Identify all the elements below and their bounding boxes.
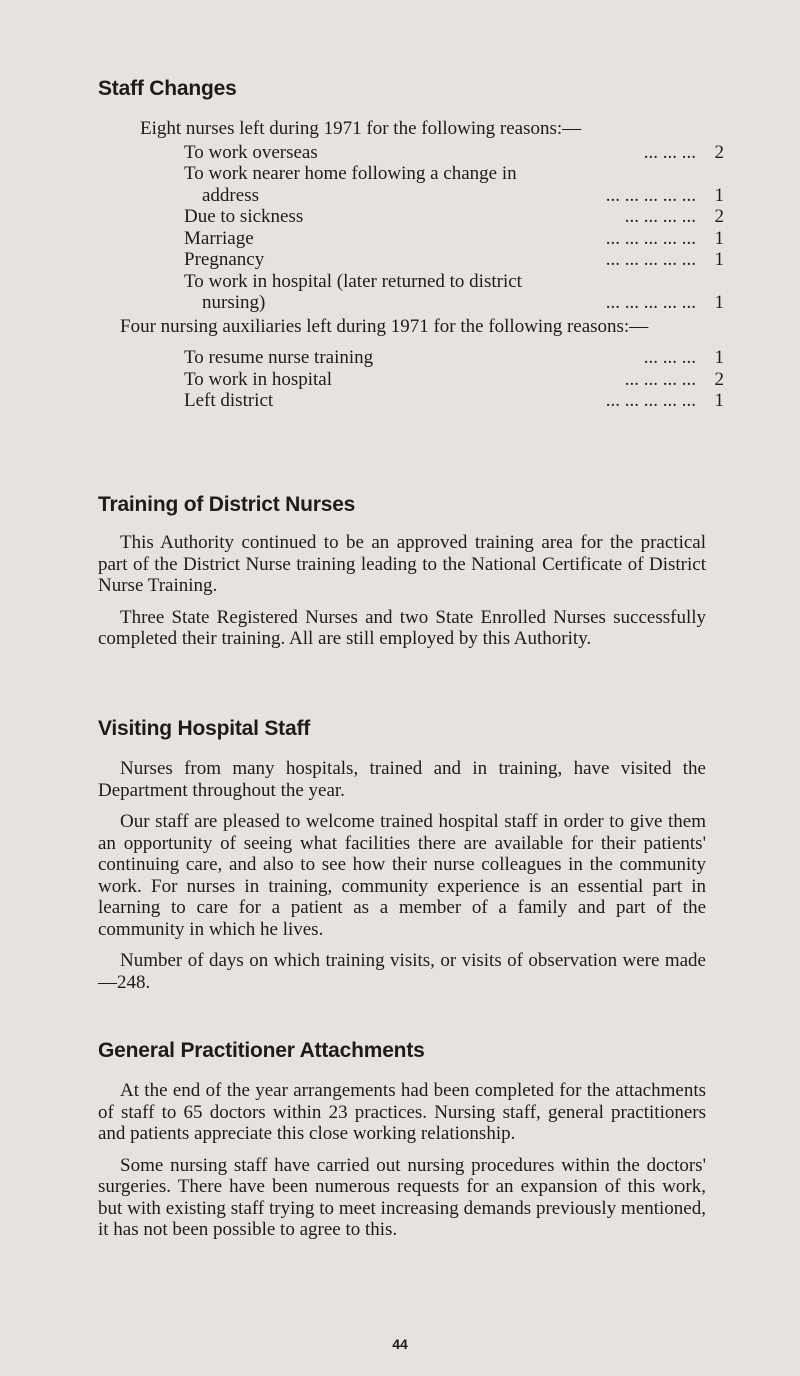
reason-leader-dots: ... ... ... ... ... bbox=[605, 184, 696, 206]
visiting-paragraph-2: Our staff are pleased to welcome trained hospital staff in order to give them an opportunity of seeing what facilities there are available for their patients' continuing care, and also to see how their nurse colleagues in the community work. For nurses in training, community experience is an essential part in learning to care for a patient as a member of a family and part of the community in which he lives. bbox=[98, 811, 706, 940]
reason-count: 2 bbox=[714, 141, 724, 163]
staff-changes-heading: Staff Changes bbox=[98, 77, 237, 100]
auxiliaries-intro: Four nursing auxiliaries left during 1971 for the following reasons:— bbox=[120, 315, 649, 337]
visiting-paragraph-1: Nurses from many hospitals, trained and in training, have visited the Department throughout the year. bbox=[98, 758, 706, 801]
auxiliaries-reasons-list bbox=[184, 347, 724, 412]
reason-row bbox=[184, 347, 724, 369]
reason-label: Pregnancy bbox=[184, 249, 265, 270]
reason-row bbox=[184, 369, 724, 391]
reason-label: Marriage bbox=[184, 227, 254, 249]
reason-label: To work in hospital (later returned to district bbox=[184, 270, 522, 292]
reason-leader-dots: ... ... ... ... bbox=[624, 206, 696, 227]
reason-row bbox=[184, 271, 724, 293]
nurses-reasons-list bbox=[184, 142, 724, 314]
nurses-intro: Eight nurses left during 1971 for the following reasons:— bbox=[140, 118, 582, 139]
reason-row bbox=[184, 249, 724, 271]
reason-leader-dots: ... ... ... ... ... bbox=[605, 390, 696, 411]
reason-row bbox=[184, 292, 724, 314]
reason-row bbox=[184, 163, 724, 185]
reason-leader-dots: ... ... ... ... ... bbox=[605, 227, 696, 249]
staff-changes-section bbox=[98, 76, 724, 412]
reason-label: To resume nurse training bbox=[184, 347, 374, 368]
gp-paragraph-2: Some nursing staff have carried out nursing procedures within the doctors' surgeries. There have been numerous requests for an expansion of this work, but with existing staff trying to meet increasing demands previously mentioned, it has not been possible to agree to this. bbox=[98, 1154, 706, 1240]
gp-paragraph-1: At the end of the year arrangements had been completed for the attachments of staff to 65 doctors within 23 practices. Nursing staff, general practitioners and patients appreciate this close working relationship. bbox=[98, 1080, 706, 1144]
reason-count: 2 bbox=[714, 206, 724, 227]
gp-heading: General Practitioner Attachments bbox=[98, 1039, 425, 1062]
reason-leader-dots: ... ... ... ... ... bbox=[605, 292, 696, 313]
reason-row bbox=[184, 142, 724, 164]
reason-row bbox=[184, 206, 724, 228]
reason-leader-dots: ... ... ... bbox=[643, 347, 696, 368]
reason-leader-dots: ... ... ... bbox=[643, 141, 696, 163]
reason-count: 1 bbox=[714, 184, 724, 206]
gp-section bbox=[98, 1038, 706, 1241]
reason-count: 2 bbox=[714, 368, 724, 390]
page-number: 44 bbox=[392, 1336, 408, 1352]
reason-leader-dots: ... ... ... ... ... bbox=[605, 249, 696, 270]
training-heading: Training of District Nurses bbox=[98, 493, 356, 516]
visiting-paragraph-3: Number of days on which training visits, or visits of observation were made—248. bbox=[98, 950, 706, 993]
reason-count: 1 bbox=[714, 292, 724, 313]
reason-row bbox=[184, 185, 724, 207]
training-section bbox=[98, 492, 706, 650]
reason-label: To work overseas bbox=[184, 141, 318, 163]
reason-label: address bbox=[202, 184, 259, 206]
reason-row bbox=[184, 390, 724, 412]
reason-count: 1 bbox=[714, 227, 724, 249]
training-paragraph-2: Three State Registered Nurses and two State Enrolled Nurses successfully completed their training. All are still employed by this Authority. bbox=[98, 606, 706, 649]
visiting-section bbox=[98, 716, 706, 993]
reason-label: To work nearer home following a change in bbox=[184, 163, 517, 184]
reason-count: 1 bbox=[714, 249, 724, 270]
training-paragraph-1: This Authority continued to be an approved training area for the practical part of the District Nurse training leading to the National Certificate of District Nurse Training. bbox=[98, 532, 706, 596]
visiting-heading: Visiting Hospital Staff bbox=[98, 717, 311, 740]
reason-label: nursing) bbox=[202, 292, 266, 313]
reason-label: To work in hospital bbox=[184, 368, 333, 390]
reason-row bbox=[184, 228, 724, 250]
reason-label: Due to sickness bbox=[184, 206, 304, 227]
reason-leader-dots: ... ... ... ... bbox=[624, 368, 696, 390]
reason-label: Left district bbox=[184, 390, 274, 411]
reason-count: 1 bbox=[714, 390, 724, 411]
reason-count: 1 bbox=[714, 347, 724, 368]
